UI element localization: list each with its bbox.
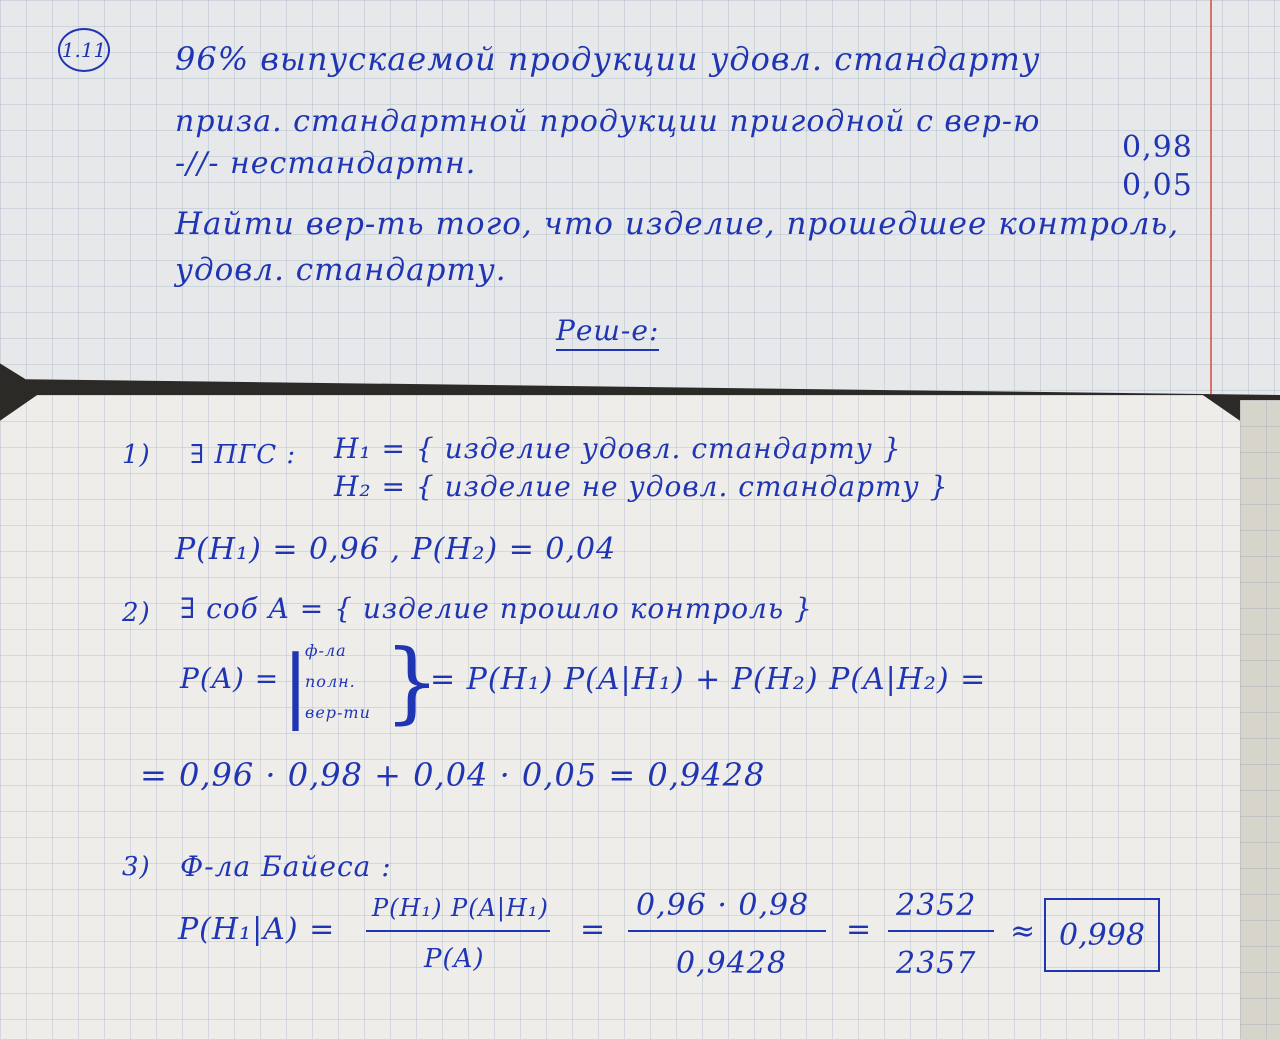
problem-line-3: -//- нестандартн. xyxy=(175,146,477,181)
task-number: 1.11 xyxy=(58,28,110,72)
problem-line-4: Найти вер-ть того, что изделие, прошедшее контроль, xyxy=(175,206,1180,242)
fraction-line xyxy=(888,930,994,932)
step1-label: 1) xyxy=(122,440,151,470)
right-brace: } xyxy=(384,630,440,733)
prob-standard: 0,98 xyxy=(1122,130,1193,165)
hypothesis-1: H₁ = { изделие удовл. стандарту } xyxy=(334,432,902,465)
total-prob-label-1: ф-ла xyxy=(305,641,347,660)
bayes-lhs: P(H₁|A) = xyxy=(178,912,336,947)
step3-text: Ф-ла Байеса : xyxy=(180,850,392,883)
approx-sign: ≈ xyxy=(1010,914,1037,949)
numeric-denominator: 0,9428 xyxy=(676,946,787,981)
problem-line-2: приза. стандартной продукции пригодной с вер-ю xyxy=(175,104,1041,139)
pa-lhs: P(A) = xyxy=(180,662,280,695)
total-prob-label-2: полн. xyxy=(305,672,356,691)
step1-text: ∃ ПГС : xyxy=(190,440,297,470)
step2-text: ∃ соб A = { изделие прошло контроль } xyxy=(180,592,813,625)
left-brace: | xyxy=(282,638,309,731)
step2-label: 2) xyxy=(122,598,151,628)
solution-heading: Реш-е: xyxy=(556,314,659,351)
numeric-fraction-line xyxy=(628,930,826,932)
pa-result: = 0,96 · 0,98 + 0,04 · 0,05 = 0,9428 xyxy=(140,756,766,794)
bayes-fraction-line xyxy=(366,930,550,932)
fraction-numerator: 2352 xyxy=(896,888,977,923)
numeric-numerator: 0,96 · 0,98 xyxy=(636,888,810,923)
step3-label: 3) xyxy=(122,852,151,882)
margin-line xyxy=(1210,0,1212,395)
hypothesis-2: H₂ = { изделие не удовл. стандарту } xyxy=(334,470,949,503)
notebook-page-edge xyxy=(1240,400,1280,1039)
equals-2: = xyxy=(846,912,873,947)
bayes-numerator: P(H₁) P(A|H₁) xyxy=(372,894,549,922)
total-prob-formula: = P(H₁) P(A|H₁) + P(H₂) P(A|H₂) = xyxy=(430,662,987,697)
prob-nonstandard: 0,05 xyxy=(1122,168,1193,203)
hypothesis-probabilities: P(H₁) = 0,96 , P(H₂) = 0,04 xyxy=(175,532,617,567)
total-prob-label-3: вер-ти xyxy=(305,703,371,722)
bayes-denominator: P(A) xyxy=(424,944,485,974)
problem-line-1: 96% выпускаемой продукции удовл. стандарту xyxy=(175,40,1041,78)
fraction-denominator: 2357 xyxy=(896,946,977,981)
answer-box: 0,998 xyxy=(1044,898,1160,972)
equals-1: = xyxy=(580,912,607,947)
problem-line-5: удовл. стандарту. xyxy=(175,252,507,288)
